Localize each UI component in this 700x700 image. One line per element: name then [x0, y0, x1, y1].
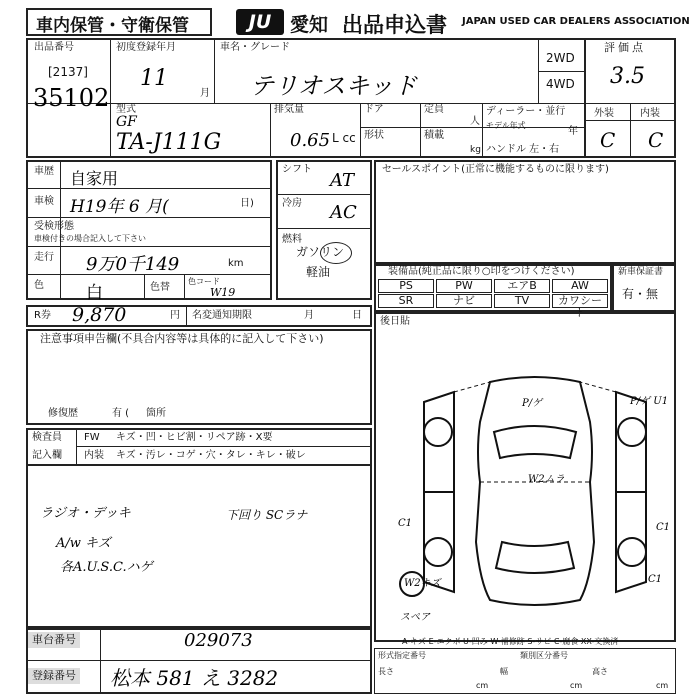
frame-label: 車台番号: [28, 632, 80, 648]
disp-unit: L cc: [332, 131, 356, 145]
first-reg-label: 初度登録年月: [116, 42, 176, 53]
frame-value: 029073: [184, 630, 253, 651]
warranty-label: 新車保証書: [618, 267, 664, 277]
hand-line-2: A/w キズ: [56, 536, 111, 551]
sales-label: セールスポイント(正常に機能するものに限ります): [382, 164, 609, 175]
model-value: TA-J111G: [116, 130, 222, 155]
receive-label: 受検形態: [34, 221, 74, 232]
yen-unit: 円: [170, 310, 180, 321]
person-unit: 人: [470, 116, 480, 127]
diagram-legend: A-キズ E-エクボ U-凹み W-補修跡 S-サビ C-腐食 XX-交換済: [402, 637, 619, 646]
equipment-item: ナビ: [436, 294, 492, 308]
load-label: 積載: [424, 130, 444, 141]
inspector-label-2: 記入欄: [32, 450, 62, 461]
reg-value: 松本 581 え 3282: [110, 666, 279, 690]
receive-note: 車検付きの場合記入して下さい: [34, 234, 146, 243]
inspection-day: 日): [240, 198, 254, 209]
fuel-label: 燃料: [282, 234, 302, 245]
shift-value: AT: [330, 170, 355, 191]
score-label: 評価点: [604, 41, 646, 54]
shape-label: 形状: [364, 130, 384, 141]
inspection-value: H19年 6 月(: [70, 197, 169, 217]
lot-number: 35102: [33, 84, 110, 112]
type-label: 形式指定番号: [378, 651, 426, 660]
color-code-label: 色コード: [188, 277, 220, 286]
inspection-label: 車検: [34, 196, 54, 207]
wheel-fr: [618, 418, 646, 446]
fw-items: キズ・凹・ヒビ割・リペア跡・X要: [116, 432, 273, 443]
equipment-grid: [378, 279, 610, 319]
fuel-diesel: 軽油: [306, 265, 331, 279]
drive-2wd: 2WD: [546, 51, 575, 65]
ac-value: AC: [330, 202, 357, 223]
repair-place: 箇所: [146, 408, 166, 419]
fw-label: FW: [84, 432, 100, 443]
wheel-rl: [424, 538, 452, 566]
cm-3: cm: [656, 681, 669, 690]
month2: 月: [304, 310, 314, 321]
first-reg-value: 11: [140, 66, 168, 91]
car-roof-outline: [476, 377, 594, 605]
notes-label: 注意事項申告欄(不具合内容等は具体的に記入して下さい): [40, 332, 324, 345]
wheel-rr: [618, 538, 646, 566]
equipment-item: TV: [494, 294, 550, 308]
name-value: テリオスキッド: [250, 72, 418, 100]
sales-section: [374, 160, 676, 264]
diag-note-7: W2キズ: [404, 578, 441, 589]
mileage-value: 9万0千149: [86, 254, 180, 275]
equipment-label: 装備品(純正品に限り○印をつけください): [388, 266, 575, 277]
warranty-value: 有・無: [622, 287, 659, 301]
storage-label: 車内保管・守衛保管: [36, 16, 189, 36]
interior-value: C: [648, 128, 664, 152]
disp-label: 排気量: [274, 104, 304, 115]
model-gf: GF: [116, 114, 137, 130]
interior-label: 内装: [640, 108, 660, 119]
r-value: 9,870: [72, 304, 127, 326]
org-name: 愛知: [290, 14, 329, 36]
color-code-value: W19: [210, 286, 236, 299]
diag-note-1: P/ゲ: [522, 398, 543, 409]
assoc-name: JAPAN USED CAR DEALERS ASSOCIATION: [462, 16, 690, 27]
class-label: 類別区分番号: [520, 651, 568, 660]
lot-label: 出品番号: [34, 42, 74, 53]
hand-line-1: ラジオ・デッキ: [40, 506, 131, 521]
inspector-label-1: 検査員: [32, 432, 62, 443]
model-year-label: モデル年式: [486, 121, 526, 130]
diag-note-8: スペア: [400, 612, 430, 623]
shift-label: シフト: [282, 164, 312, 175]
lot-code: [2137]: [48, 65, 88, 79]
kg-unit: kg: [470, 145, 481, 155]
equipment-item: PS: [378, 279, 434, 293]
mileage-label: 走行: [34, 252, 54, 263]
car-rear-window: [496, 542, 574, 573]
equipment-item: SR: [378, 294, 434, 308]
diag-note-3: W2ムラ: [528, 474, 565, 485]
int-items: キズ・汚レ・コゲ・穴・タレ・キレ・破レ: [116, 450, 306, 461]
ac-label: 冷房: [282, 198, 302, 209]
handle-label: ハンドル 左・右: [486, 144, 560, 155]
history-value: 自家用: [70, 169, 119, 188]
diag-note-6: C1: [648, 574, 663, 585]
day2: 日: [352, 310, 362, 321]
cm-2: cm: [570, 681, 583, 690]
diag-note-4: C1: [398, 518, 413, 529]
color-label: 色: [34, 280, 44, 291]
color-value: 白: [86, 283, 103, 303]
hand-line-4: 下回り SCラナ: [226, 508, 308, 522]
trans-label: 名変通知期限: [192, 310, 252, 321]
name-label: 車名・グレード: [220, 42, 290, 53]
fuel-gas: ガソリン: [296, 245, 345, 259]
equipment-item: カワシート: [552, 294, 608, 308]
cm-1: cm: [476, 681, 489, 690]
fuel-gas-circle: [320, 242, 352, 264]
equipment-item: エアB: [494, 279, 550, 293]
wheel-fl: [424, 418, 452, 446]
r-label: R券: [34, 310, 51, 321]
color-change-label: 色替: [150, 282, 170, 293]
ju-logo: [236, 9, 284, 35]
length-label: 長さ: [378, 667, 394, 676]
exterior-label: 外装: [594, 108, 614, 119]
dealer-label: ディーラー・並行: [486, 106, 566, 117]
model-label: 型式: [116, 104, 136, 115]
door-label: ドア: [364, 104, 384, 115]
month-unit: 月: [200, 88, 210, 99]
int-label: 内装: [84, 450, 104, 461]
repair-value: 有 (: [112, 408, 130, 419]
after-label: 後日貼: [380, 316, 410, 327]
score-value: 3.5: [610, 64, 645, 89]
km-unit: km: [228, 258, 244, 269]
year-unit: 年: [568, 126, 578, 137]
history-label: 車歴: [34, 166, 54, 177]
equipment-item: AW: [552, 279, 608, 293]
repair-label: 修復歴: [48, 408, 78, 419]
disp-value: 0.65: [290, 130, 331, 151]
hand-line-3: 各A.U.S.C.ハゲ: [60, 560, 153, 575]
height-label: 高さ: [592, 667, 608, 676]
logo-text: JU: [248, 11, 272, 33]
diag-note-5: C1: [656, 522, 671, 533]
doc-title: 出品申込書: [342, 13, 447, 37]
equipment-item: PW: [436, 279, 492, 293]
capacity-label: 定員: [424, 104, 444, 115]
reg-label: 登録番号: [28, 668, 80, 684]
car-windshield: [494, 426, 576, 458]
diag-note-2: P/ゲ U1: [630, 396, 669, 407]
exterior-value: C: [600, 128, 616, 152]
drive-4wd: 4WD: [546, 77, 575, 91]
width-label: 幅: [500, 667, 508, 676]
